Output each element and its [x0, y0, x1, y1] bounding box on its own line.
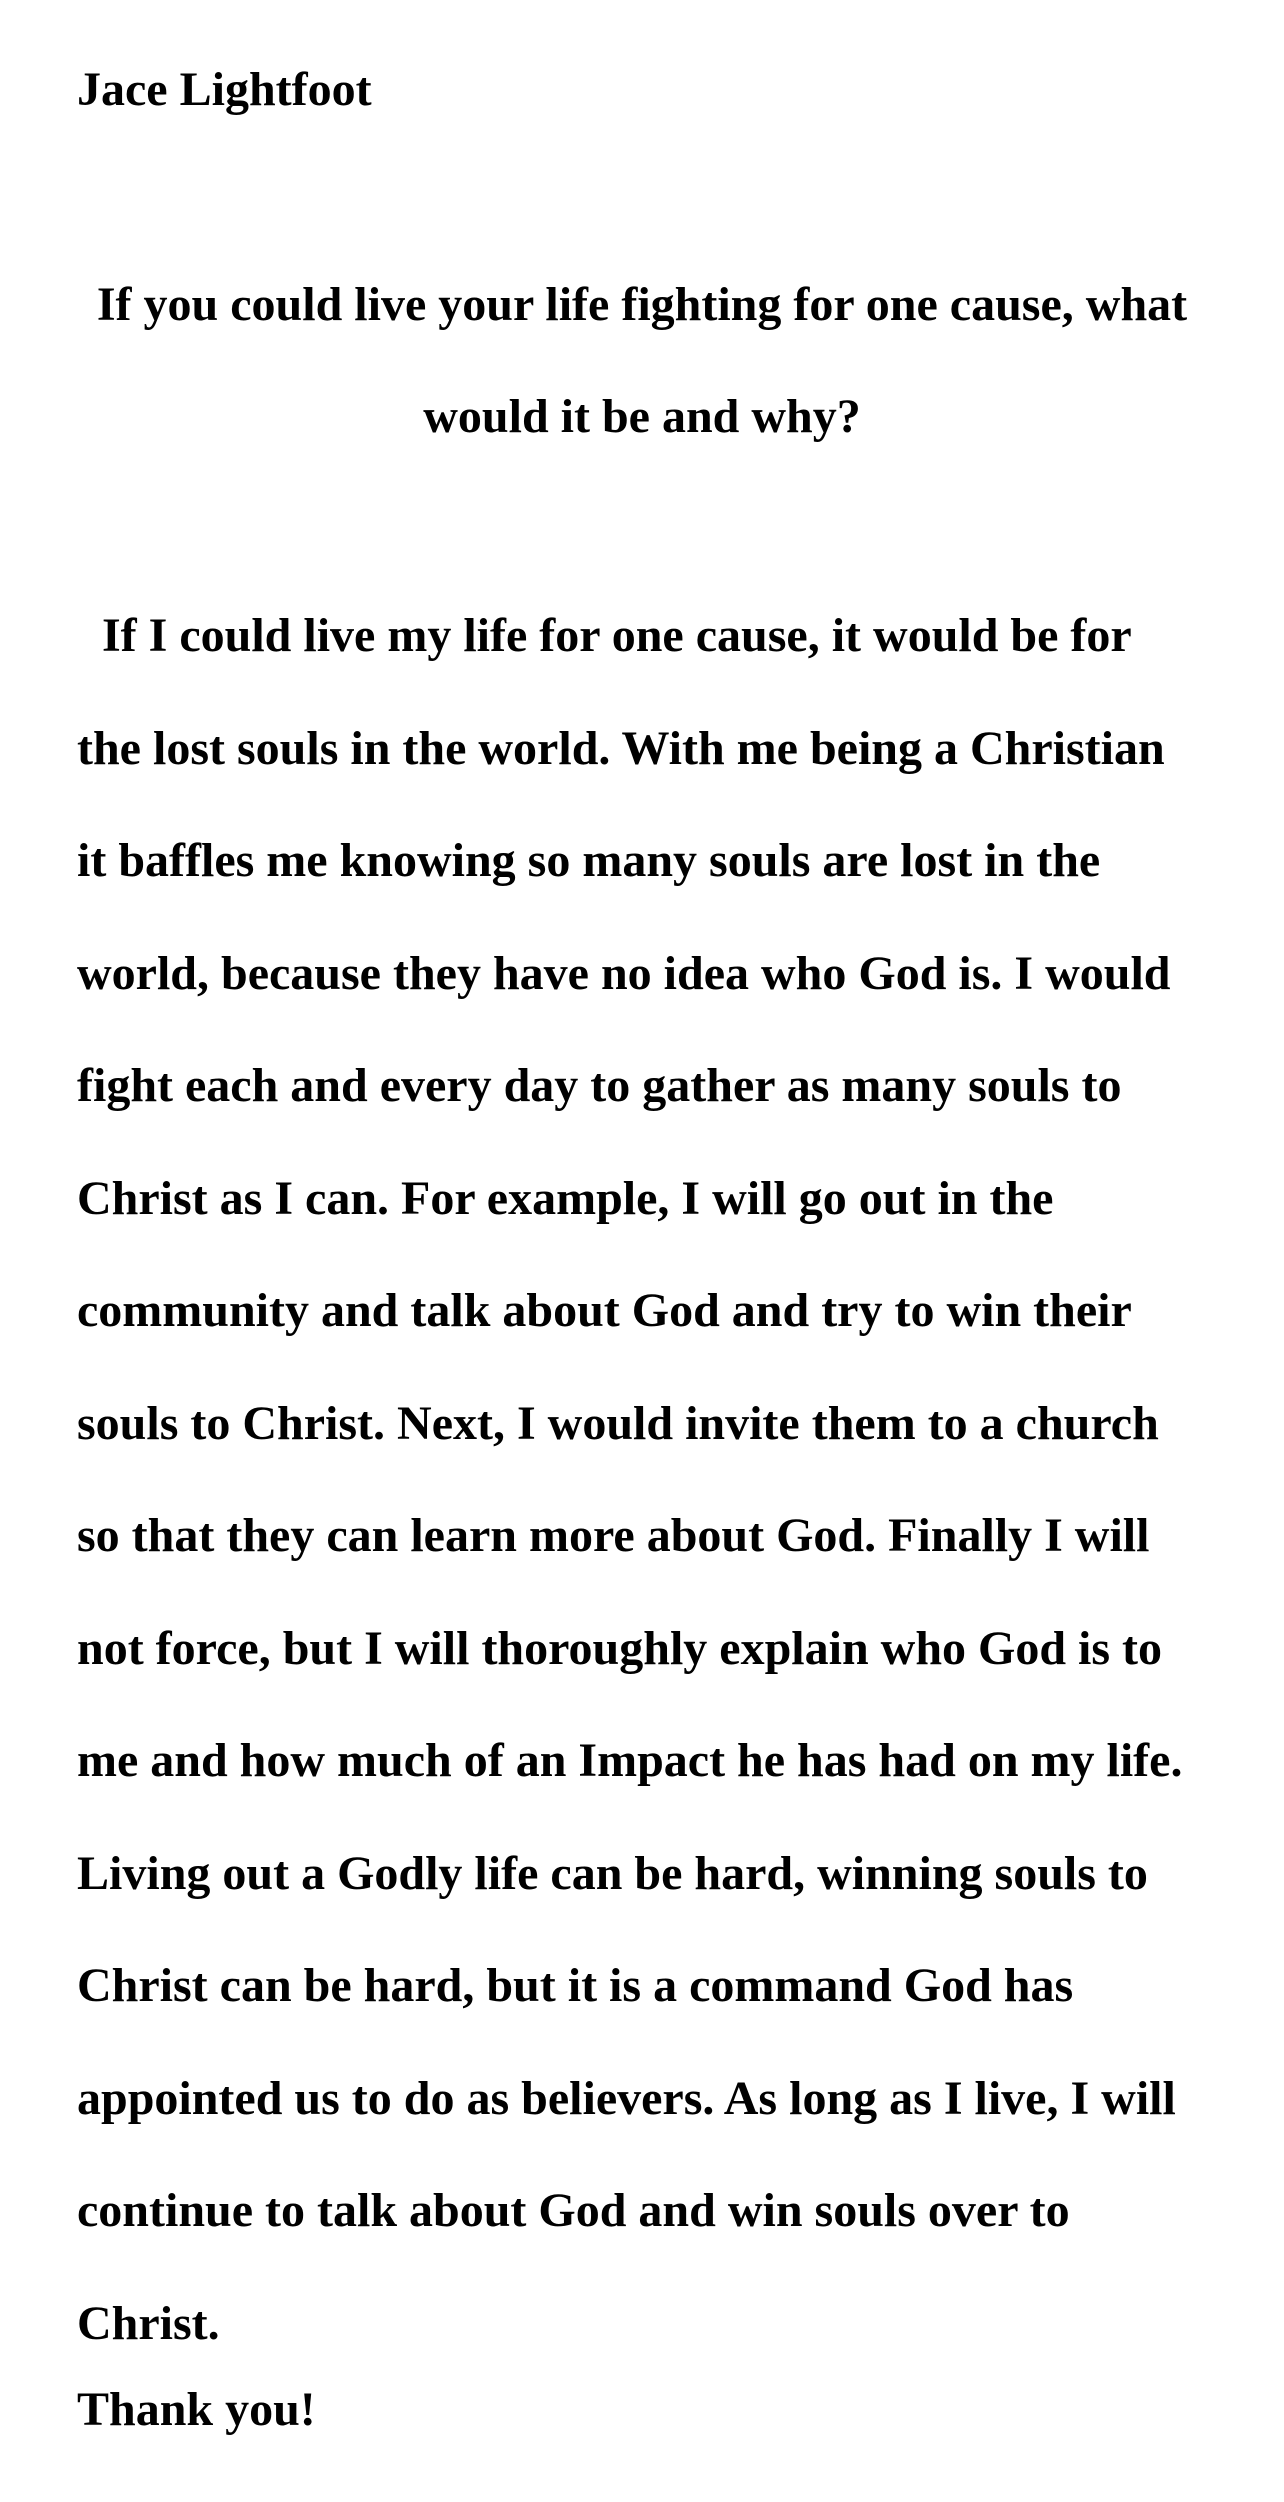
author-name: Jace Lightfoot: [77, 63, 372, 116]
body-line: Christ.: [77, 2296, 220, 2350]
body-line: Living out a Godly life can be hard, winning souls to: [77, 1846, 1148, 1900]
body-line: Christ as I can. For example, I will go out in the: [77, 1171, 1054, 1225]
body-line: not force, but I will thoroughly explain who God is to: [77, 1621, 1163, 1675]
body-line: the lost souls in the world. With me being a Christian: [77, 721, 1165, 775]
body-line: Christ can be hard, but it is a command God has: [77, 1959, 1074, 2012]
body-line: community and talk about God and try to win their: [77, 1284, 1132, 1337]
essay-question: [77, 249, 1207, 473]
essay-body: [77, 580, 1227, 2380]
body-line: me and how much of an Impact he has had on my life.: [77, 1734, 1183, 1787]
body-line: world, because they have no idea who God is. I would: [77, 946, 1171, 1000]
body-line: it baffles me knowing so many souls are lost in the: [77, 834, 1101, 887]
question-line: If you could live your life fighting for one cause, what: [96, 278, 1188, 331]
body-line: so that they can learn more about God. Finally I will: [77, 1509, 1150, 1562]
body-line: appointed us to do as believers. As long as I live, I will: [77, 2071, 1176, 2125]
closing-text: Thank you!: [77, 2383, 316, 2436]
body-line: souls to Christ. Next, I would invite them to a church: [77, 1396, 1159, 1450]
body-line: If I could live my life for one cause, it would be for: [102, 609, 1132, 662]
body-line: fight each and every day to gather as many souls to: [77, 1059, 1122, 1112]
question-line: would it be and why?: [423, 390, 861, 443]
body-line: continue to talk about God and win souls over to: [77, 2184, 1070, 2237]
